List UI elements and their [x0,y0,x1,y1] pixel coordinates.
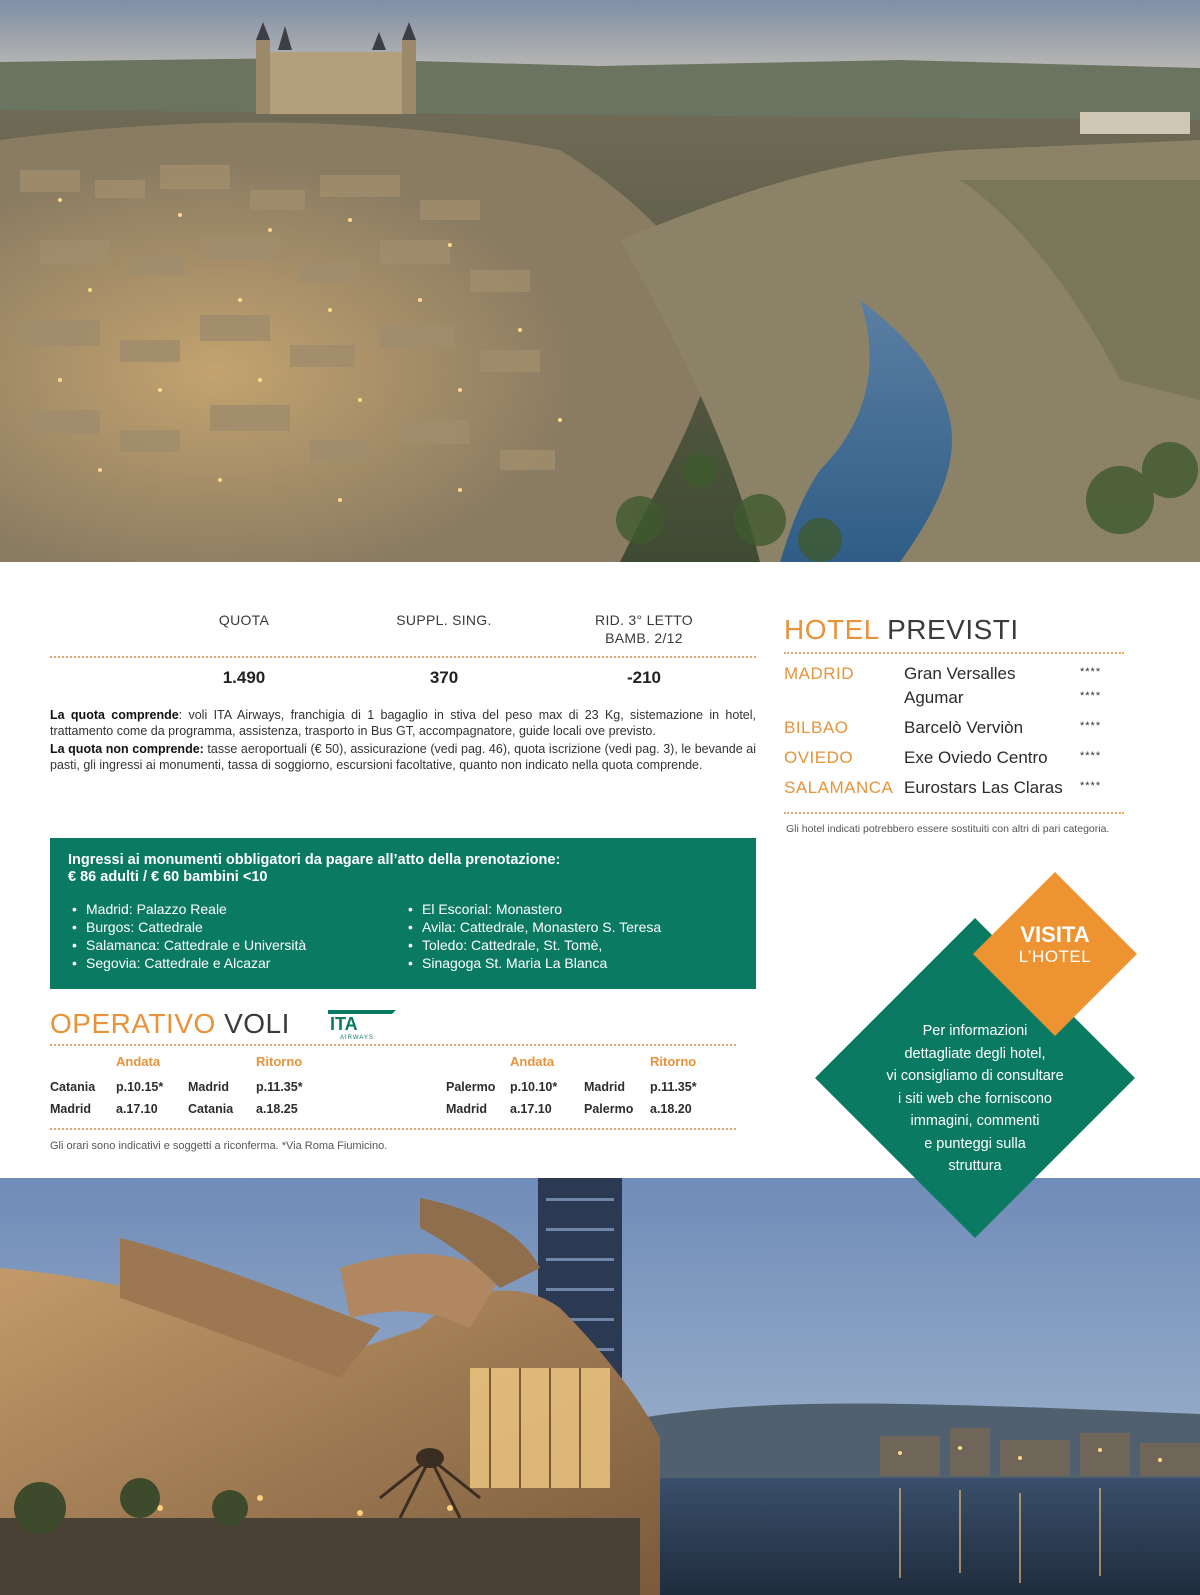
ingressi-prices: € 86 adulti / € 60 bambini <10 [68,869,268,885]
flight-time: p.11.35* [256,1080,303,1094]
flight-city: Palermo [584,1102,634,1116]
quota-included-label: La quota comprende [50,708,179,722]
hotel-stars: **** [1080,666,1102,678]
info-line: i siti web che forniscono [898,1090,1052,1107]
hotel-name: Eurostars Las Claras [904,778,1063,797]
hotel-row [784,688,1124,710]
operativo-title [50,1008,290,1040]
flights-note: Gli orari sono indicativi e soggetti a riconferma. *Via Roma Fiumicino. [50,1140,388,1152]
hotel-stars: **** [1080,750,1102,762]
list-item: • Burgos: Cattedrale [70,918,306,936]
hotel-stars: **** [1080,720,1102,732]
quota-excluded-label: La quota non comprende: [50,742,204,756]
list-item: • Toledo: Cattedrale, St. Tomè, [406,936,661,954]
hotel-name: Barcelò Verviòn [904,718,1024,737]
info-line: immagini, commenti [910,1113,1040,1129]
flight-city: Madrid [584,1080,625,1094]
info-line: dettagliate degli hotel, [904,1045,1046,1062]
list-item: • Avila: Cattedrale, Monastero S. Teresa [406,918,661,936]
price-divider [50,656,756,658]
quota-excluded [50,741,756,773]
toledo-illustration [0,0,1200,562]
hotel-stars: **** [1080,780,1102,792]
hotel-title-rest: PREVISTI [878,614,1019,645]
operativo-divider [50,1044,736,1046]
price-header-rid: RID. 3° LETTO [595,612,693,628]
flights-divider [50,1128,736,1130]
hotel-bottom-divider [784,812,1124,814]
list-item: • Segovia: Cattedrale e Alcazar [70,954,306,972]
hotel-row [784,748,1124,770]
list-item: • Madrid: Palazzo Reale [70,900,306,918]
hotel-name: Agumar [904,688,964,707]
hotel-stars: **** [1080,690,1102,702]
andata-label: Andata [116,1054,161,1069]
bilbao-photo [0,1178,1200,1595]
ritorno-label: Ritorno [650,1054,697,1069]
info-line: e punteggi sulla [924,1135,1026,1152]
operativo-title-accent: OPERATIVO [50,1008,216,1039]
hotel-title [784,614,1019,646]
quota-included [50,707,756,739]
price-quota-value: 1.490 [222,668,266,687]
hotel-row [784,664,1124,686]
ita-logo-text: ITA [330,1014,358,1034]
flight-time: a.17.10 [116,1102,158,1116]
price-header-suppl: SUPPL. SING. [396,612,492,628]
info-line: Per informazioni [922,1023,1028,1039]
flight-city: Madrid [50,1102,91,1116]
flight-city: Palermo [446,1080,496,1094]
hotel-divider [784,652,1124,654]
quota-details [50,707,756,775]
flight-time: p.10.10* [510,1080,558,1094]
flight-city: Catania [188,1102,234,1116]
quota-included-text: : voli ITA Airways, franchigia di 1 bagaglio in stiva del peso max di 23 Kg, sistemazione in hotel, trattamento come da programma, assistenza, trasporto in Bus GT, accompagnatore, guide locali ove previsto. [50,708,756,738]
ita-airways-logo [326,1008,400,1042]
hotel-city: OVIEDO [784,748,854,767]
info-text [870,1020,1080,1178]
flight-city: Catania [50,1080,96,1094]
pricing-values [48,668,758,690]
price-header-quota: QUOTA [218,612,270,628]
hotel-city: SALAMANCA [784,778,894,797]
flight-city: Madrid [188,1080,229,1094]
hotel-title-accent: HOTEL [784,614,879,645]
hotel-label: L’HOTEL [1018,947,1092,966]
flight-time: a.18.25 [256,1102,298,1116]
price-header-bamb: BAMB. 2/12 [605,630,683,646]
ingressi-list-right [406,900,661,972]
list-item: • Salamanca: Cattedrale e Università [70,936,306,954]
flight-city: Madrid [446,1102,487,1116]
operativo-title-rest: VOLI [215,1008,290,1039]
info-line: struttura [948,1158,1002,1174]
toledo-photo [0,0,1200,562]
flight-time: a.17.10 [510,1102,552,1116]
flight-time: a.18.20 [650,1102,692,1116]
hotel-name: Gran Versalles [904,664,1016,683]
list-item: • El Escorial: Monastero [406,900,661,918]
bilbao-illustration [0,1178,1200,1595]
andata-label: Andata [510,1054,555,1069]
price-suppl-value: 370 [429,668,459,687]
ingressi-list-left [70,900,306,972]
pricing-header [48,612,758,654]
ingressi-title: Ingressi ai monumenti obbligatori da pagare all’atto della prenotazione: [68,852,561,868]
info-line: vi consigliamo di consultare [886,1068,1064,1084]
ita-logo-sub: AIRWAYS [340,1035,374,1041]
flight-time: p.11.35* [650,1080,697,1094]
list-item: • Sinagoga St. Maria La Blanca [406,954,661,972]
visita-hotel-button[interactable] [973,923,1137,967]
hotel-city: MADRID [784,664,855,683]
flight-time: p.10.15* [116,1080,164,1094]
ritorno-label: Ritorno [256,1054,303,1069]
price-rid-value: -210 [626,668,662,687]
hotel-city: BILBAO [784,718,849,737]
ingressi-box [50,838,756,989]
quota-excluded-text: tasse aeroportuali (€ 50), assicurazione (vedi pag. 46), quota iscrizione (vedi pag. 3), le bevande ai pasti, gli ingressi ai monumenti, tassa di soggiorno, escursioni facoltative, quanto non indicato nella quota comprende. [50,742,756,772]
visita-label: VISITA [1020,922,1090,947]
hotel-row [784,778,1124,800]
hotel-note: Gli hotel indicati potrebbero essere sostituiti con altri di pari categoria. [786,823,1110,835]
hotel-name: Exe Oviedo Centro [904,748,1048,767]
hotel-row [784,718,1124,740]
